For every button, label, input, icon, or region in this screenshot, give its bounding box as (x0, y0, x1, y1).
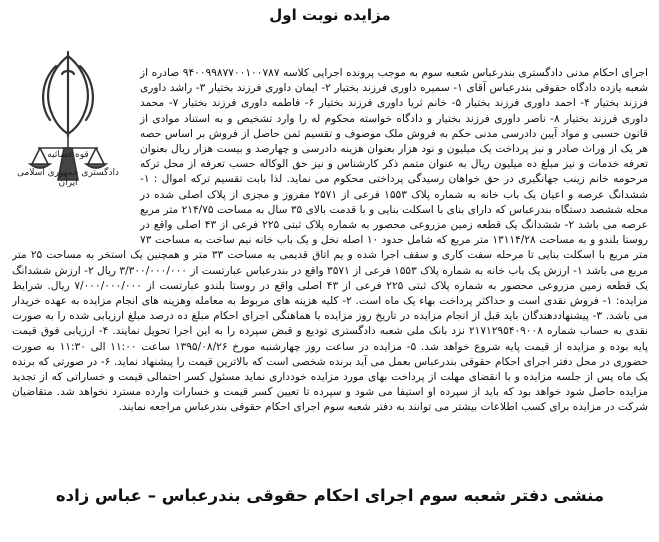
notice-body (12, 66, 648, 474)
notice-body-text: اجرای احکام مدنی دادگستری بندرعباس شعبه سوم به موجب پرونده اجرایی کلاسه ۹۴۰۰۹۹۸۷۷۰۰۱۰۰۷۸۷ صادره از شعبه یازده دادگاه حقوقی بندرعباس آقای ۱- سمیره داوری فرزند بختیار ۲- ایمان داوری فرزند بختیار ۳- راشد داوری فرزند بختیار ۴- احمد داوری فرزند بختیار ۵- خانم ثریا داوری فرزند بختیار ۶- فاطمه داوری فرزند بختیار ۷- محمد داوری فرزند بختیار ۸- ناصر داوری فرزند بختیار و دادگاه خواسته محکوم له را وارد تشخیص و به استناد موادی از قانون حسبی و مواد آیین دادرسی مدنی حکم به فروش ملک موصوف و تقسیم ثمن حاصل از فروش بر اساس حصه هر یک از وراث صادر و نیز پرداخت یک میلیون و نود هزار بعنوان هزینه دادرسی و چهارصد و بیست هزار ریال بعنوان تعرفه خدمات و نیز مبلغ ده میلیون ریال به عنوان متمم ذکر کارشناس و نیز حق الوکاله حسب تعرفه از محل ترکه مرحومه خانم زینب جهانگیری در حق خواهان رسیدگی پرداختی محکوم می نماید. لذا بابت تقسیم ترکه اموال : ۱- ششدانگ عرصه و اعیان یک باب خانه به شماره پلاک ۱۵۵۳ فرعی از ۲۵۷۱ مفروز و مجزی از پلاک اصلی شده در محله ششصد دستگاه بندرعباس که دارای بنای با اسکلت بنایی و با قدمت بالای ۳۵ سال به مساحت ۲۱۴/۷۵ متر مربع عرصه می باشد ۲- ششدانگ یک قطعه زمین مزروعی محصور به شماره پلاک ثبتی ۲۲۵ فرعی از ۴۳ اصلی واقع در روستا بلندو و به مساحت ۱۳۱۱۴/۲۸ متر مربع که شامل حدود ۱۰ اصله نخل و یک باب خانه نیم ساخت به مساحت ۷۳ متر مربع با اسکلت بنایی تا مرحله سفت کاری و سقف اجرا شده و یم اتاق قدیمی به مساحت ۳۳ متر و همچنین یک استخر به مساحت ۲۵ متر مربع می باشد ۱- ارزش یک باب خانه به شماره پلاک ۱۵۵۳ فرعی از ۳۵۷۱ واقع در بندرعباس عبارتست از ۳/۳۰۰/۰۰۰/۰۰۰ ریال ۲- ارزش ششدانگ یک قطعه زمین مزروعی محصور به شماره پلاک ثبتی ۲۲۵ فرعی از ۴۳ اصلی واقع در روستا بلندو عبارتست از ۷/۰۰۰/۰۰۰/۰۰۰ ریال. شرایط مزایده: ۱- فروش نقدی است و حداکثر پرداخت بهاء یک ماه است. ۲- کلیه هزینه های مربوط به معامله وهزینه های انجام مزایده به عهده خریدار می باشد. ۳- پیشنهاددهندگان باید قبل از انجام مزایده در تاریخ روز مزایده با هماهنگی اجرای احکام مبلغ ده درصد مبلغ ارزیابی شده را به صورت نقدی به حساب شماره ۲۱۷۱۲۹۵۴۰۹۰۰۸ نزد بانک ملی شعبه دادگستری تودیع و قبض سپرده را به این اجرا تحویل نمایند. ۴- ارزیابی فوق قیمت پایه بوده و مزایده از قیمت پایه شروع خواهد شد. ۵- مزایده در ساعت روز چهارشنبه مورخ ۱۳۹۵/۰۸/۲۶ ساعت ۱۱:۰۰ الی ۱۱:۳۰ به صورت حضوری در محل دفتر اجرای احکام حقوقی بندرعباس بعمل می آید برنده شخصی است که بالاترین قیمت را پیشنهاد نماید. ۶- در صورتی که برنده یک ماه پس از جلسه مزایده و با انقضای مهلت از پرداخت بهای مورد مزایده خودداری نماید مسئول کسر احتمالی قیمت و خساراتی که از تجدید مزایده حاصل شود خواهد بود که باید از سپرده او استیفا می شود و سپرده تا تعیین کسر قیمت و خسارات وارده مسترد نخواهد شد. متقاضیان شرکت در مزایده برای کسب اطلاعات بیشتر می توانند به دفتر شعبه سوم اجرای احکام حقوقی بندرعباس مراجعه نمایند. (12, 67, 648, 414)
notice-title: مزایده نوبت اول (269, 6, 391, 24)
notice-signature: منشی دفتر شعبه سوم اجرای احکام حقوقی بندرعباس – عباس زاده (55, 486, 605, 505)
emblem-space (12, 66, 140, 234)
emblem-caption-judiciary: قوه قضائیه (47, 150, 89, 160)
emblem-caption-court: دادگستری جمهوری اسلامی ایران (17, 168, 119, 188)
